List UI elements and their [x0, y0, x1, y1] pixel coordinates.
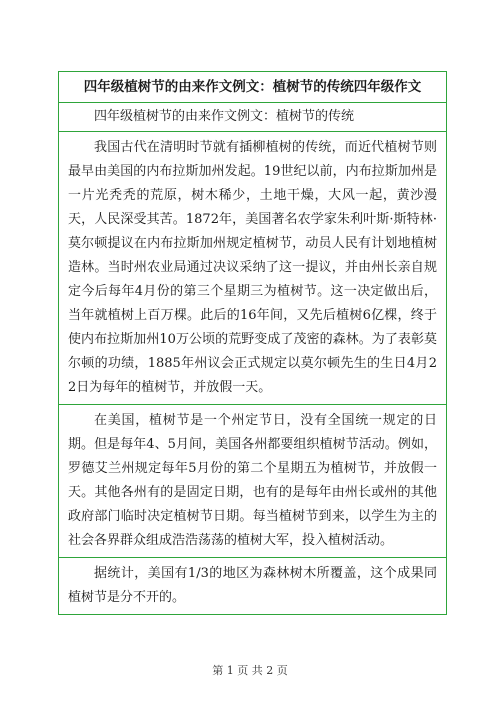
paragraph-cell-3: [59, 558, 447, 615]
document-subtitle: 四年级植树节的由来作文例文：植树节的传统: [59, 103, 447, 132]
paragraph-3: 据统计，美国有1/3的地区为森林树木所覆盖，这个成果同植树节是分不开的。: [68, 566, 437, 605]
paragraph-cell-1: [59, 132, 447, 405]
paragraph-1: 我国古代在清明时节就有插柳植树的传统，而近代植树节则最早由美国的内布拉斯加州发起。19世纪以前，内布拉斯加州是一片光秃秃的荒原，树木稀少，土地干燥，大风一起，黄沙漫天，人民深受其苦。1872年，美国著名农学家朱利叶斯·斯特林·莫尔顿提议在内布拉斯加州规定植树节，动员人民有计划地植树造林。当时州农业局通过决议采纳了这一提议，并由州长亲自规定今后每年4月份的第三个星期三为植树节。这一决定做出后，当年就植树上百万棵。此后的16年间，又先后植树6亿棵，终于使内布拉斯加州10万公顷的荒野变成了茂密的森林。为了表彰莫尔顿的功绩，1885年州议会正式规定以莫尔顿先生的生日4月22日为每年的植树节，并放假一天。: [68, 140, 437, 395]
paragraph-2: 在美国，植树节是一个州定节日，没有全国统一规定的日期。但是每年4、5月间，美国各州都要组织植树节活动。例如，罗德艾兰州规定每年5月份的第二个星期五为植树节，并放假一天。其他各州有的是固定日期，也有的是每年由州长或州的其他政府部门临时决定植树节日期。每当植树节到来，以学生为主的社会各界群众组成浩浩荡荡的植树大军，投入植树活动。: [68, 413, 437, 548]
paragraph-cell-2: [59, 405, 447, 558]
page-footer: 第 1 页 共 2 页: [212, 664, 288, 677]
document-title: 四年级植树节的由来作文例文：植树节的传统四年级作文: [59, 72, 447, 103]
document-table: [58, 71, 447, 615]
